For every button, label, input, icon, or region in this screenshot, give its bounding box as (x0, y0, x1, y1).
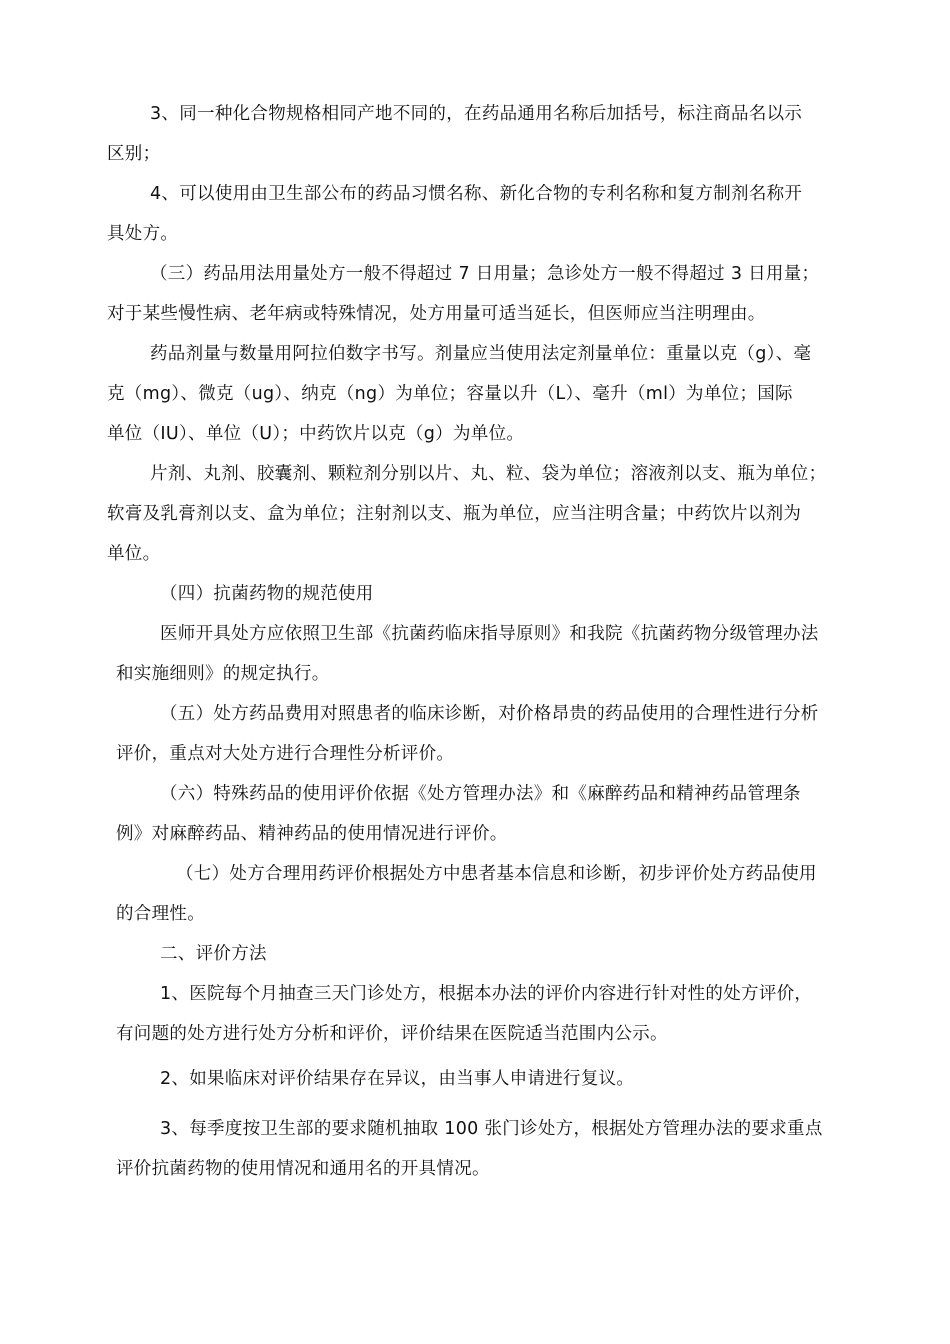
text-line-19: 例》对麻醉药品、精神药品的使用情况进行评价。 (116, 824, 508, 844)
text-line-6: 对于某些慢性病、老年病或特殊情况，处方用量可适当延长，但医师应当注明理由。 (107, 304, 766, 324)
text-line-2: 区别； (107, 144, 161, 164)
text-line-8: 克（mg）、微克（ug）、纳克（ng）为单位；容量以升（L）、毫升（ml）为单位；国际 (107, 384, 793, 404)
text-line-23: 1、医院每个月抽查三天门诊处方，根据本办法的评价内容进行针对性的处方评价， (160, 984, 813, 1004)
text-line-26: 3、每季度按卫生部的要求随机抽取 100 张门诊处方，根据处方管理办法的要求重点 (160, 1119, 823, 1139)
text-line-11: 软膏及乳膏剂以支、盒为单位；注射剂以支、瓶为单位，应当注明含量；中药饮片以剂为 (107, 504, 802, 524)
text-line-18: （六）特殊药品的使用评价依据《处方管理办法》和《麻醉药品和精神药品管理条 (160, 784, 801, 804)
text-line-5: （三）药品用法用量处方一般不得超过 7 日用量；急诊处方一般不得超过 3 日用量； (150, 264, 820, 284)
text-line-4: 具处方。 (107, 224, 179, 244)
section-heading-4: （四）抗菌药物的规范使用 (160, 584, 374, 604)
text-line-7: 药品剂量与数量用阿拉伯数字书写。剂量应当使用法定剂量单位：重量以克（g）、毫 (150, 344, 812, 364)
text-line-24: 有问题的处方进行处方分析和评价，评价结果在医院适当范围内公示。 (116, 1024, 668, 1044)
text-line-17: 评价，重点对大处方进行合理性分析评价。 (116, 744, 455, 764)
text-line-10: 片剂、丸剂、胶囊剂、颗粒剂分别以片、丸、粒、袋为单位；溶液剂以支、瓶为单位； (150, 464, 827, 484)
text-line-21: 的合理性。 (116, 904, 205, 924)
text-line-25: 2、如果临床对评价结果存在异议，由当事人申请进行复议。 (160, 1069, 635, 1089)
text-line-1: 3、同一种化合物规格相同产地不同的，在药品通用名称后加括号，标注商品名以示 (150, 104, 803, 124)
text-line-14: 医师开具处方应依照卫生部《抗菌药临床指导原则》和我院《抗菌药物分级管理办法 (160, 624, 819, 644)
text-line-27: 评价抗菌药物的使用情况和通用名的开具情况。 (116, 1159, 490, 1179)
text-line-9: 单位（IU）、单位（U）；中药饮片以克（g）为单位。 (107, 424, 525, 444)
text-line-16: （五）处方药品费用对照患者的临床诊断，对价格昂贵的药品使用的合理性进行分析 (160, 704, 819, 724)
text-line-20: （七）处方合理用药评价根据处方中患者基本信息和诊断，初步评价处方药品使用 (176, 864, 817, 884)
text-line-15: 和实施细则》的规定执行。 (116, 664, 330, 684)
section-heading-method: 二、评价方法 (160, 944, 267, 964)
text-line-3: 4、可以使用由卫生部公布的药品习惯名称、新化合物的专利名称和复方制剂名称开 (150, 184, 803, 204)
text-line-12: 单位。 (107, 544, 161, 564)
